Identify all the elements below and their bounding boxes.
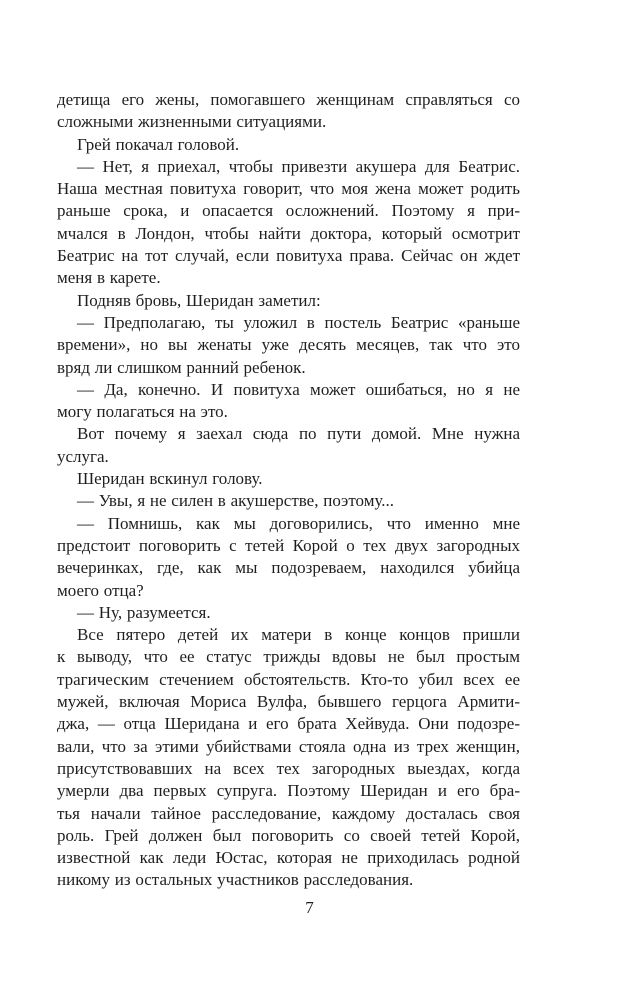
text-line: к выводу, что ее статус трижды вдовы не был простым [57,647,520,667]
paragraph [57,156,520,290]
text-line: времени», но вы женаты уже десять месяцев, так что это [57,335,520,355]
page-number: 7 [305,898,314,917]
paragraph [57,379,520,424]
text-line: известной как леди Юстас, которая не приходилась родной [57,848,520,868]
text-line: Грей покачал головой. [77,134,240,154]
paragraph [57,468,520,490]
text-line: трагическим стечением обстоятельств. Кто-то убил всех ее [57,669,520,689]
text-line: Шеридан вскинул голову. [77,469,263,489]
paragraph [57,312,520,379]
paragraph [57,513,520,602]
text-line: Вот почему я заехал сюда по пути домой. Мне нужна [77,424,520,444]
text-line: Беатрис на тот случай, если повитуха права. Сейчас он ждет [57,246,520,266]
text-line: — Предполагаю, ты уложил в постель Беатрис «раньше [77,312,520,332]
text-line: детища его жены, помогавшего женщинам справляться со [57,90,520,109]
text-line: мчался в Лондон, чтобы найти доктора, который осмотрит [57,223,520,243]
paragraph [57,602,520,624]
paragraph [57,624,520,892]
text-line: никому из остальных участников расследования. [57,870,414,890]
text-line: — Увы, я не силен в акушерстве, поэтому... [77,491,395,511]
paragraph [57,490,520,512]
text-line: джа, — отца Шеридана и его брата Хейвуда. Они подозре- [57,714,520,734]
paragraph [57,89,520,134]
text-line: роль. Грей должен был поговорить со своей тетей Корой, [57,825,520,845]
text-line: моего отца? [57,580,144,600]
paragraph [57,423,520,468]
text-block [57,89,520,892]
text-line: предстоит поговорить с тетей Корой о тех двух загородных [57,535,520,555]
text-line: — Помнишь, как мы договорились, что именно мне [77,513,520,533]
text-line: вали, что за этими убийствами стояла одна из трех женщин, [57,736,520,756]
text-line: раньше срока, и опасается осложнений. Поэтому я при- [57,201,520,221]
text-line: Наша местная повитуха говорит, что моя жена может родить [57,179,520,199]
text-line: — Да, конечно. И повитуха может ошибаться, но я не [77,379,520,399]
text-line: Все пятеро детей их матери в конце концов пришли [77,625,520,645]
text-line: вряд ли слишком ранний ребенок. [57,357,306,377]
text-line: умерли два первых супруга. Поэтому Шеридан и его бра- [57,781,520,801]
text-line: сложными жизненными ситуациями. [57,112,327,132]
text-line: тья начали тайное расследование, каждому досталась своя [57,803,520,823]
text-line: присутствовавших на всех тех загородных выездах, когда [57,758,520,778]
paragraph [57,134,520,156]
text-line: вечеринках, где, как мы подозреваем, находился убийца [57,558,520,578]
text-line: мужей, включая Мориса Вулфа, бывшего герцога Армити- [57,692,520,712]
text-line: услуга. [57,446,109,466]
text-line: меня в карете. [57,268,161,288]
text-line: — Нет, я приехал, чтобы привезти акушера для Беатрис. [77,156,520,176]
text-line: могу полагаться на это. [57,402,228,422]
text-line: — Ну, разумеется. [77,602,211,622]
paragraph [57,290,520,312]
text-line: Подняв бровь, Шеридан заметил: [77,290,321,310]
